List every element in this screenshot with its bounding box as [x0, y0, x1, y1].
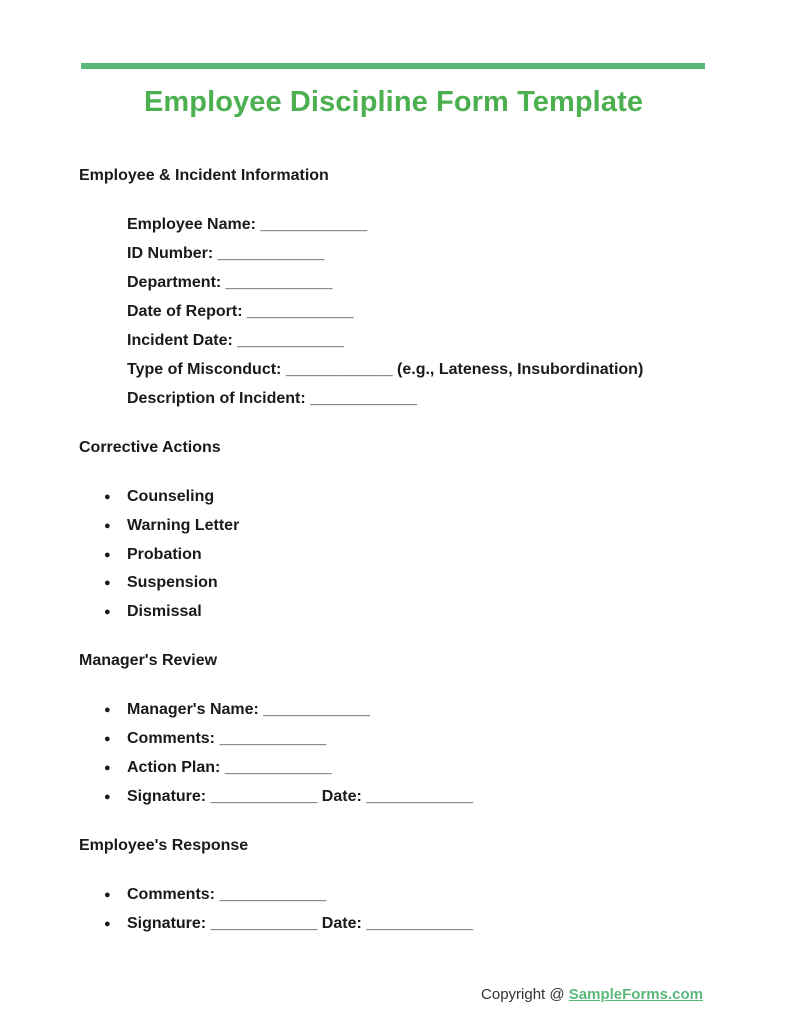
field-description-of-incident: Description of Incident: ____________ — [127, 390, 417, 407]
list-item-dismissal: Dismissal — [127, 603, 202, 620]
section-heading-corrective-actions: Corrective Actions — [79, 439, 221, 456]
bullet-icon: ● — [104, 491, 111, 503]
bullet-icon: ● — [104, 762, 111, 774]
list-item-counseling: Counseling — [127, 488, 215, 505]
page-title: Employee Discipline Form Template — [143, 86, 644, 118]
bullet-icon: ● — [104, 704, 111, 716]
list-item-warning-letter: Warning Letter — [127, 517, 240, 534]
section-heading-employees-response: Employee's Response — [79, 837, 249, 854]
bullet-icon: ● — [104, 577, 111, 589]
list-item-managers-name: Manager's Name: ____________ — [127, 701, 371, 718]
list-item-suspension: Suspension — [127, 574, 218, 591]
section-heading-managers-review: Manager's Review — [79, 652, 218, 669]
copyright-prefix: Copyright @ — [481, 986, 569, 1003]
list-item-manager-signature-date: Signature: ____________ Date: ____________ — [127, 788, 474, 805]
bullet-icon: ● — [104, 791, 111, 803]
top-accent-rule — [81, 63, 705, 69]
sampleforms-link[interactable]: SampleForms.com — [568, 986, 703, 1003]
list-item-action-plan: Action Plan: ____________ — [127, 759, 332, 776]
field-department: Department: ____________ — [127, 274, 333, 291]
field-date-of-report: Date of Report: ____________ — [127, 303, 354, 320]
field-id-number: ID Number: ____________ — [127, 245, 325, 262]
bullet-icon: ● — [104, 520, 111, 532]
bullet-icon: ● — [104, 889, 111, 901]
section-heading-incident: Employee & Incident Information — [79, 167, 329, 184]
field-type-of-misconduct: Type of Misconduct: ____________ (e.g., Lateness, Insubordination) — [127, 361, 644, 378]
list-item-probation: Probation — [127, 546, 202, 563]
list-item-employee-signature-date: Signature: ____________ Date: ____________ — [127, 915, 474, 932]
bullet-icon: ● — [104, 918, 111, 930]
copyright-footer — [481, 986, 703, 1003]
list-item-employee-comments: Comments: ____________ — [127, 886, 327, 903]
bullet-icon: ● — [104, 733, 111, 745]
list-item-manager-comments: Comments: ____________ — [127, 730, 327, 747]
field-incident-date: Incident Date: ____________ — [127, 332, 345, 349]
bullet-icon: ● — [104, 549, 111, 561]
bullet-icon: ● — [104, 606, 111, 618]
field-employee-name: Employee Name: ____________ — [127, 216, 368, 233]
